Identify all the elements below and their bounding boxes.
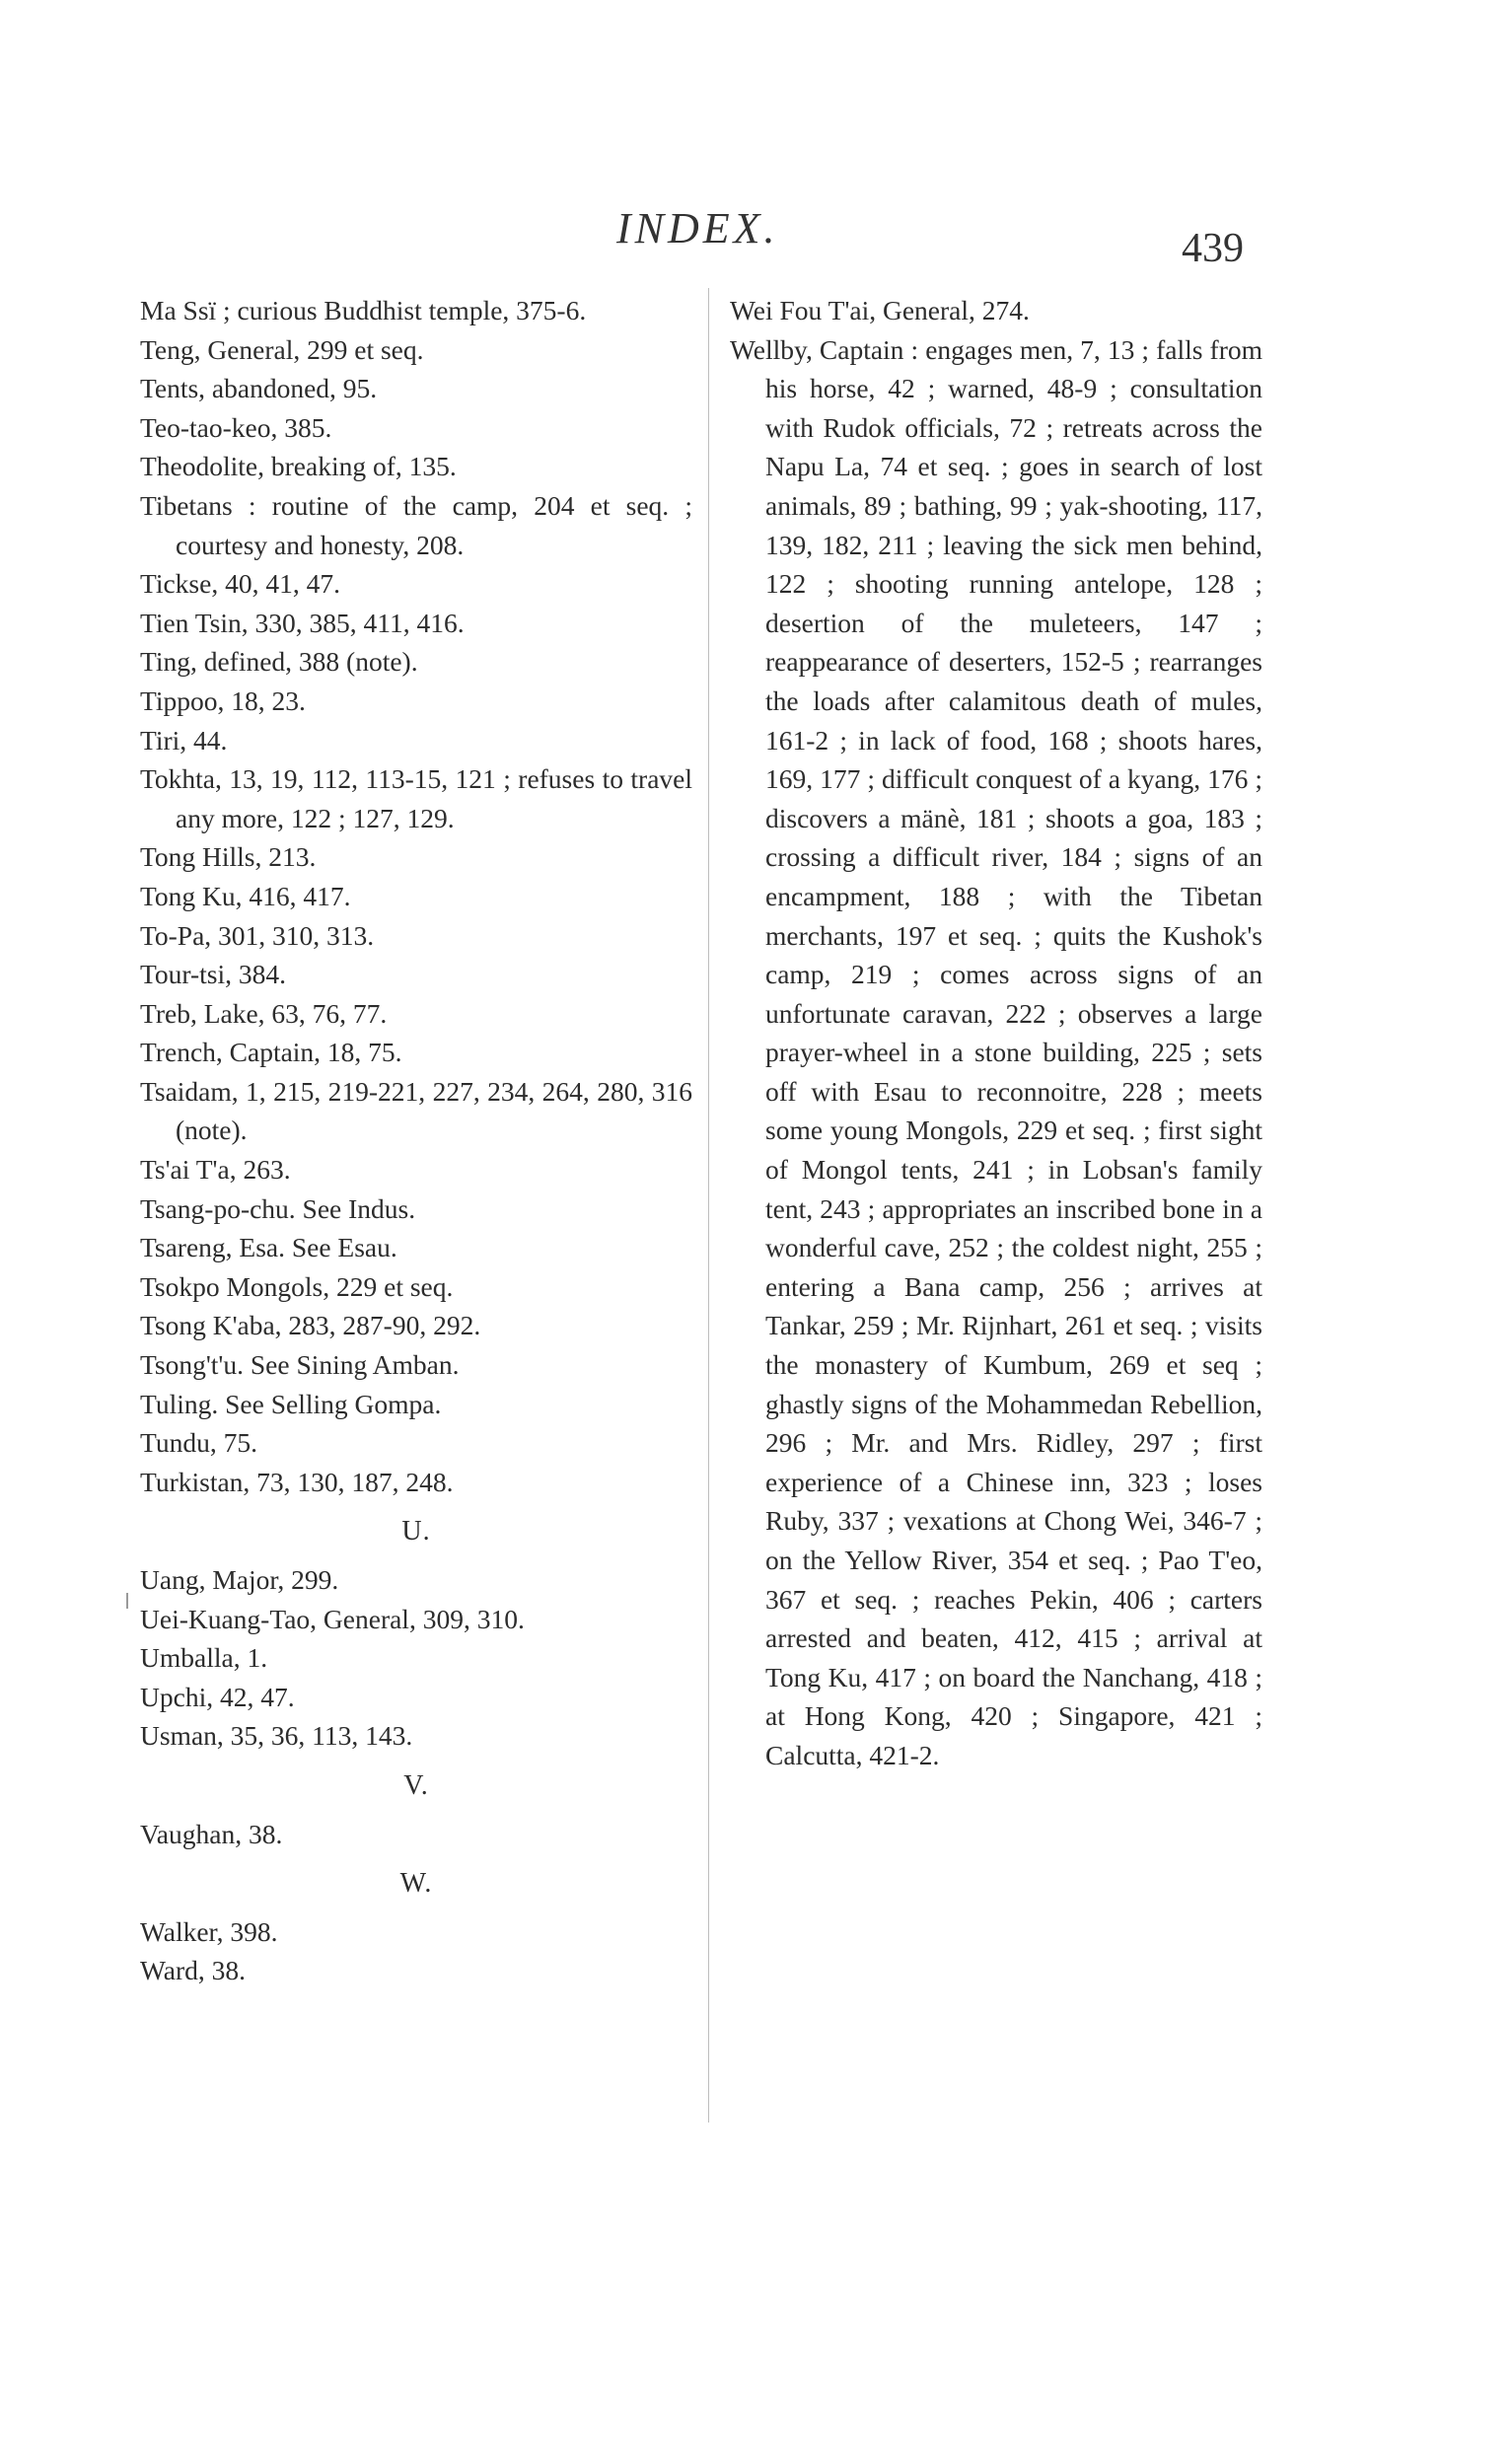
section-letter-u: U.: [401, 1516, 431, 1547]
index-entry: Usman, 35, 36, 113, 143.: [140, 1720, 413, 1752]
index-entry: Teng, General, 299 et seq.: [140, 333, 424, 365]
index-entry: Tents, abandoned, 95.: [140, 373, 378, 404]
page-number: 439: [1182, 226, 1244, 271]
index-entry: Tickse, 40, 41, 47.: [140, 568, 340, 600]
index-entry: Uei-Kuang-Tao, General, 309, 310.: [140, 1603, 525, 1634]
page-title: INDEX.: [616, 204, 779, 252]
right-column: [730, 291, 1262, 1775]
index-entry: Turkistan, 73, 130, 187, 248.: [140, 1466, 454, 1497]
entries-t: [140, 291, 692, 1501]
index-entry: Tuling. See Selling Gompa.: [140, 1388, 442, 1419]
index-entry: Tsong't'u. See Sining Amban.: [140, 1349, 460, 1381]
index-entry: Treb, Lake, 63, 76, 77.: [140, 997, 388, 1029]
index-entry: Upchi, 42, 47.: [140, 1681, 295, 1712]
index-entry: Tsong K'aba, 283, 287-90, 292.: [140, 1310, 481, 1341]
index-entry: Teo-tao-keo, 385.: [140, 411, 332, 443]
index-entry: Ward, 38.: [140, 1955, 246, 1986]
index-entry: Tippoo, 18, 23.: [140, 684, 306, 716]
index-entry: Tsang-po-chu. See Indus.: [140, 1192, 416, 1224]
index-entry: To-Pa, 301, 310, 313.: [140, 919, 375, 951]
index-entry: Tiri, 44.: [140, 724, 228, 756]
index-entry: Tong Ku, 416, 417.: [140, 880, 351, 911]
index-entry: Tundu, 75.: [140, 1427, 257, 1459]
index-entry: Walker, 398.: [140, 1915, 278, 1947]
index-entry: Tibetans : routine of the camp, 204 et seq. ; courtesy and honesty, 208.: [140, 489, 692, 560]
index-entry: Tsaidam, 1, 215, 219-221, 227, 234, 264, 280, 316 (note).: [140, 1075, 692, 1146]
index-entry: Uang, Major, 299.: [140, 1564, 339, 1595]
entries-v: [140, 1815, 692, 1854]
entries-w: [140, 1912, 692, 1990]
index-entry: Tsokpo Mongols, 229 et seq.: [140, 1270, 454, 1302]
index-entry: Tour-tsi, 384.: [140, 959, 287, 990]
column-divider: [708, 288, 709, 2123]
index-entry: Tokhta, 13, 19, 112, 113-15, 121 ; refuses to travel any more, 122 ; 127, 129.: [140, 763, 692, 833]
index-entry: Wei Fou T'ai, General, 274.: [730, 295, 1030, 325]
left-column: [140, 291, 692, 1990]
index-entry: Wellby, Captain : engages men, 7, 13 ; falls from his horse, 42 ; warned, 48-9 ; consultation with Rudok officials, 72 ; retreats across the Napu La, 74 et seq. ; goes in search of lost animals, 89 ; bathing, 99 ; yak-shooting, 117, 139, 182, 211 ; leaving the sick men behind, 122 ; shooting running antelope, 128 ; desertion of the muleteers, 147 ; reappearance of deserters, 152-5 ; rearranges the loads after calamitous death of mules, 161-2 ; in lack of food, 168 ; shoots hares, 169, 177 ; difficult conquest of a kyang, 176 ; discovers a mänè, 181 ; shoots a goa, 183 ; crossing a difficult river, 184 ; signs of an encampment, 188 ; with the Tibetan merchants, 197 et seq. ; quits the Kushok's camp, 219 ; comes across signs of an unfortunate caravan, 222 ; observes a large prayer-wheel in a stone building, 225 ; sets off with Esau to reconnoitre, 228 ; meets some young Mongols, 229 et seq. ; first sight of Mongol tents, 241 ; in Lobsan's family tent, 243 ; appropriates an inscribed bone in a wonderful cave, 252 ; the coldest night, 255 ; entering a Bana camp, 256 ; arrives at Tankar, 259 ; Mr. Rijnhart, 261 et seq. ; visits the monastery of Kumbum, 269 et seq ; ghastly signs of the Mohammedan Rebellion, 296 ; Mr. and Mrs. Ridley, 297 ; first experience of a Chinese inn, 323 ; loses Ruby, 337 ; vexations at Chong Wei, 346-7 ; on the Yellow River, 354 et seq. ; Pao T'eo, 367 et seq. ; reaches Pekin, 406 ; carters arrested and beaten, 412, 415 ; arrival at Tong Ku, 417 ; on board the Nanchang, 418 ; at Hong Kong, 420 ; Singapore, 421 ; Calcutta, 421-2.: [730, 333, 1262, 1770]
index-entry: Ting, defined, 388 (note).: [140, 646, 418, 678]
margin-mark: [126, 1593, 128, 1609]
index-entry: Ma Ssï ; curious Buddhist temple, 375-6.: [140, 295, 587, 325]
index-entry: Theodolite, breaking of, 135.: [140, 451, 457, 482]
entries-u: [140, 1560, 692, 1756]
index-entry: Trench, Captain, 18, 75.: [140, 1037, 402, 1068]
index-entry: Ts'ai T'a, 263.: [140, 1154, 291, 1186]
section-letter-w: W.: [399, 1868, 433, 1900]
index-entry: Tien Tsin, 330, 385, 411, 416.: [140, 607, 465, 638]
index-entry: Vaughan, 38.: [140, 1818, 283, 1849]
section-letter-v: V.: [403, 1769, 429, 1801]
index-entry: Tong Hills, 213.: [140, 841, 317, 873]
index-entry: Tsareng, Esa. See Esau.: [140, 1232, 397, 1263]
index-entry: Umballa, 1.: [140, 1642, 268, 1674]
